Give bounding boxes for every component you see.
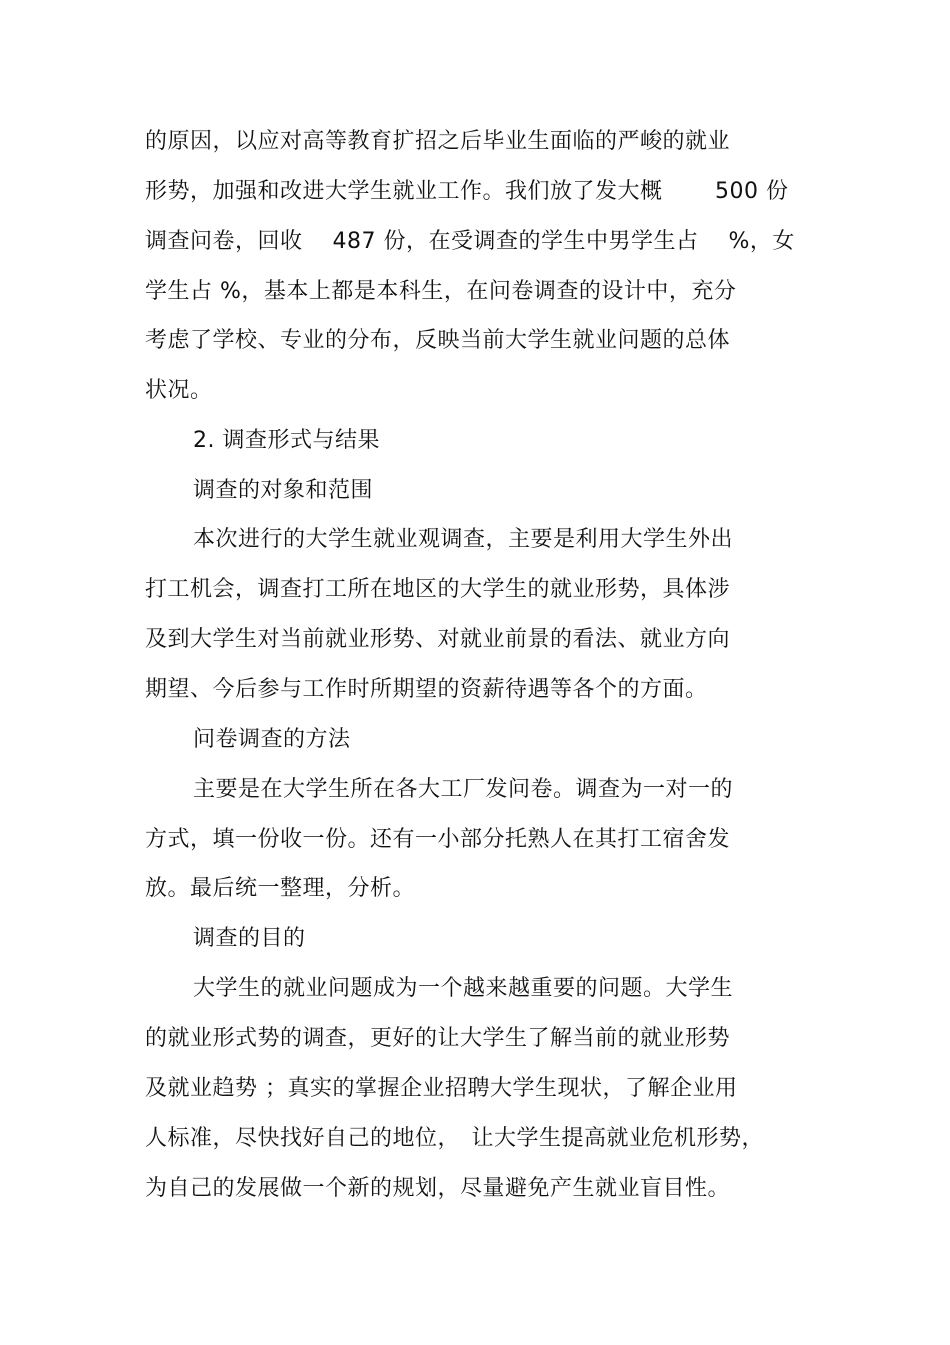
- paragraph-line: 放。最后统一整理，分析。: [145, 876, 416, 901]
- subsection-heading: 调查的目的: [193, 926, 306, 951]
- paragraph-line: 及到大学生对当前就业形势、对就业前景的看法、就业方向: [145, 627, 731, 652]
- paragraph-line: 主要是在大学生所在各大工厂发问卷。调查为一对一的: [193, 777, 734, 802]
- paragraph-line: 及就业趋势 ；真实的掌握企业招聘大学生现状，了解企业用: [145, 1076, 738, 1101]
- paragraph-line: 期望、今后参与工作时所期望的资薪待遇等各个的方面。: [145, 677, 708, 702]
- paragraph-line: 的原因，以应对高等教育扩招之后毕业生面临的严峻的就业: [145, 129, 731, 154]
- paragraph-line: 考虑了学校、专业的分布，反映当前大学生就业问题的总体: [145, 328, 731, 353]
- subsection-heading: 问卷调查的方法: [193, 727, 351, 752]
- paragraph-line: 方式，填一份收一份。还有一小部分托熟人在其打工宿舍发: [145, 827, 731, 852]
- paragraph-line: 状况。: [145, 378, 213, 403]
- paragraph-line: 打工机会，调查打工所在地区的大学生的就业形势，具体涉: [145, 577, 731, 602]
- section-heading: 2. 调查形式与结果: [193, 428, 380, 453]
- paragraph-line: 学生占 %，基本上都是本科生，在问卷调查的设计中，充分: [145, 279, 737, 304]
- paragraph-line: 人标准，尽快找好自己的地位， 让大学生提高就业危机形势，: [145, 1126, 765, 1151]
- paragraph-line: 的就业形式势的调查，更好的让大学生了解当前的就业形势: [145, 1026, 731, 1051]
- subsection-heading: 调查的对象和范围: [193, 478, 374, 503]
- paragraph-line: 为自己的发展做一个新的规划，尽量避免产生就业盲目性。: [145, 1176, 731, 1201]
- paragraph-line: 大学生的就业问题成为一个越来越重要的问题。大学生: [193, 976, 734, 1001]
- paragraph-line: 形势，加强和改进大学生就业工作。我们放了发大概 500 份: [145, 179, 789, 204]
- paragraph-line: 本次进行的大学生就业观调查，主要是利用大学生外出: [193, 527, 734, 552]
- paragraph-line: 调查问卷，回收 487 份，在受调查的学生中男学生占 %，女: [145, 229, 795, 254]
